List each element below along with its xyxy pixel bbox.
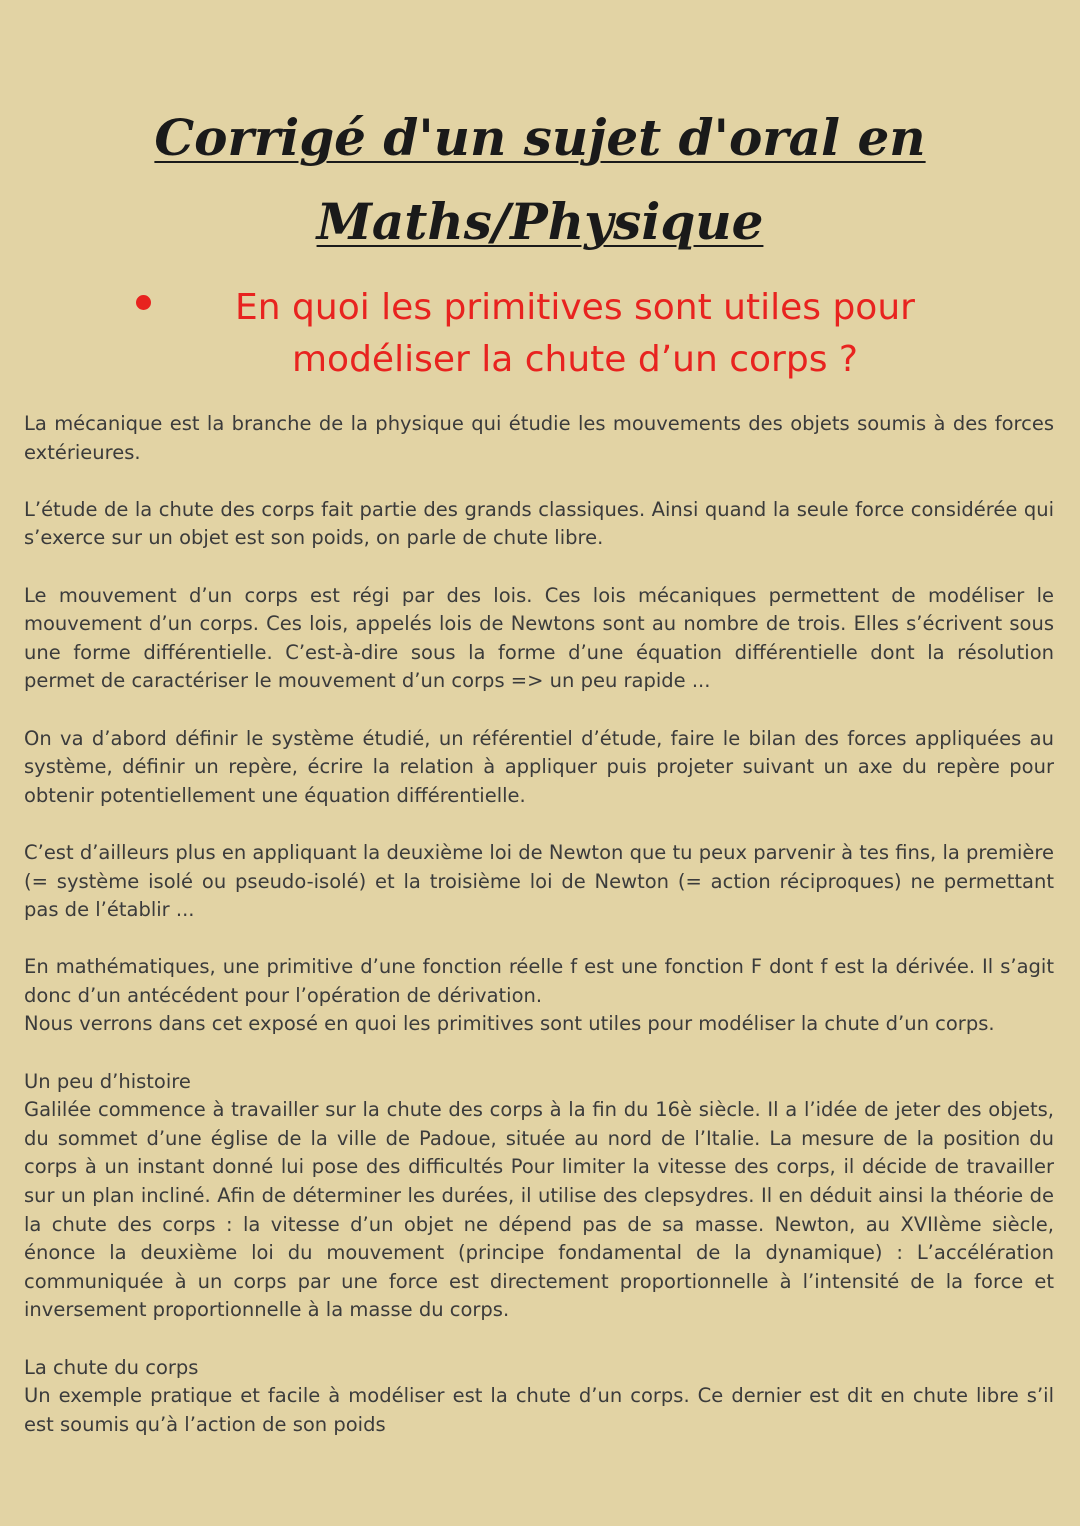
section-history [24,1068,1054,1325]
document-title-line-1: Corrigé d'un sujet d'oral en [154,108,926,167]
history-heading: Un peu d’histoire [24,1069,191,1093]
fall-text: Un exemple pratique et facile à modéliser est la chute d’un corps. Ce dernier est dit en chute libre s’il est soumis qu’à l’action de son poids [24,1384,1054,1436]
paragraph-primitive-definition: En mathématiques, une primitive d’une fonction réelle f est une fonction F dont f est la dérivée. Il s’agit donc d’un antécédent pour l’opération de dérivation. [24,955,1054,1007]
bullet-icon [136,295,151,310]
question-heading: En quoi les primitives sont utiles pour modéliser la chute d’un corps ? [235,287,915,380]
paragraph-intro: La mécanique est la branche de la physique qui étudie les mouvements des objets soumis à des forces extérieures. [24,412,1054,464]
document-body [24,410,1054,1439]
history-text: Galilée commence à travailler sur la chute des corps à la fin du 16è siècle. Il a l’idée de jeter des objets, du sommet d’une église de la ville de Padoue, située au nord de l’Italie. La mesure de la position du corps à un instant donné lui pose des difficultés Pour limiter la vitesse des corps, il décide de travailler sur un plan incliné. Afin de déterminer les durées, il utilise des clepsydres. Il en déduit ainsi la théorie de la chute des corps : la vitesse d’un objet ne dépend pas de sa masse. Newton, au XVIIème siècle, énonce la deuxième loi du mouvement (principe fondamental de la dynamique) : L’accélération communiquée à un corps par une force est directement proportionnelle à l’intensité de la force et inversement proportionnelle à la masse du corps. [24,1098,1054,1322]
section-fall [24,1354,1054,1440]
paragraph-lois-newton: Le mouvement d’un corps est régi par des lois. Ces lois mécaniques permettent de modéliser le mouvement d’un corps. Ces lois, appelés lois de Newtons sont au nombre de trois. Elles s’écrivent sous une forme différentielle. C’est-à-dire sous la forme d’une équation différentielle dont la résolution permet de caractériser le mouvement d’un corps => un peu rapide ... [24,583,1054,693]
paragraph-deuxieme-loi: C’est d’ailleurs plus en appliquant la deuxième loi de Newton que tu peux parvenir à tes fins, la première (= système isolé ou pseudo-isolé) et la troisième loi de Newton (= action réciproques) ne permettant pas de l’établir ... [24,840,1054,922]
fall-heading: La chute du corps [24,1355,199,1379]
paragraph-annonce: Nous verrons dans cet exposé en quoi les primitives sont utiles pour modéliser la chute d’un corps. [24,1012,995,1036]
document-title-line-2: Maths/Physique [316,192,764,251]
paragraph-methode: On va d’abord définir le système étudié, un référentiel d’étude, faire le bilan des forces appliquées au système, définir un repère, écrire la relation à appliquer puis projeter suivant un axe du repère pour obtenir potentiellement une équation différentielle. [24,726,1054,807]
paragraph-chute-libre: L’étude de la chute des corps fait partie des grands classiques. Ainsi quand la seule force considérée qui s’exerce sur un objet est son poids, on parle de chute libre. [24,497,1054,550]
